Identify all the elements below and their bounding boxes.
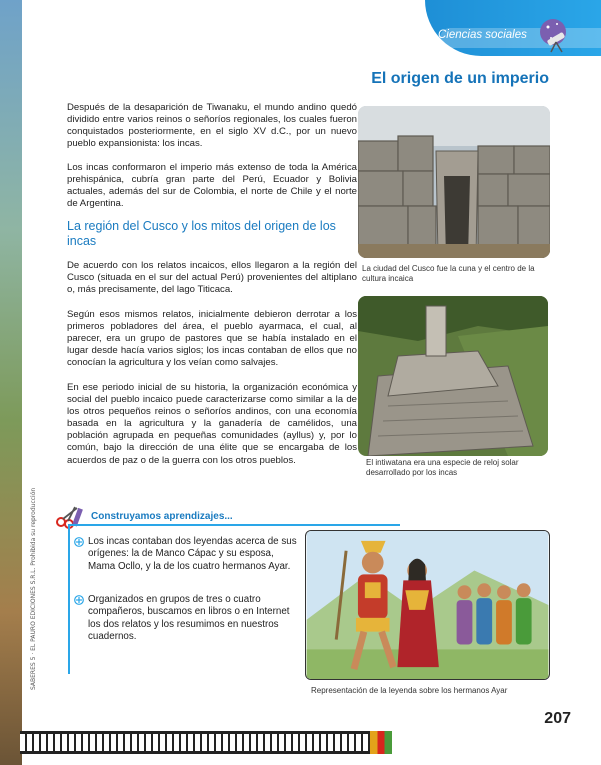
decorative-side-strip	[0, 0, 22, 765]
activity-rule	[68, 524, 400, 526]
activity-title: Construyamos aprendizajes...	[91, 511, 233, 522]
page-number: 207	[544, 710, 571, 727]
legend-caption: Representación de la leyenda sobre los hermanos Ayar	[311, 686, 508, 695]
scissors-pencil-icon	[55, 504, 85, 530]
cusco-wall-photo	[358, 106, 550, 258]
cusco-caption: La ciudad del Cusco fue la cuna y el centro de la cultura incaica	[362, 264, 535, 283]
activity-item-2-text: Organizados en grupos de tres o cuatro compañeros, buscamos en libros o en Internet los dos relatos y los resumimos en nuestros cuadernos.	[88, 594, 290, 643]
decorative-bottom-band	[20, 731, 380, 754]
activity-item-2	[74, 594, 299, 644]
section-paragraph-3: En ese periodo inicial de su historia, la organización económica y social del pueblo incaico puede caracterizarse como similar a la de los otros pequeños reinos o señoríos andinos, con una economía basada en la agricultura y la ganadería de camélidos, una población agrupada en pequeñas comunidades (ayllus) y, por lo común, bajo la dirección de una élite que se encargaba de los acuerdos de paz o de la guerra con los otros pueblos.	[67, 382, 357, 466]
activity-item-1-text: Los incas contaban dos leyendas acerca de sus orígenes: la de Manco Cápac y su esposa, Mama Ocllo, y la de los cuatro hermanos Ayar.	[88, 536, 297, 572]
page-title: El origen de un imperio	[371, 70, 549, 87]
section-paragraph-2: Según esos mismos relatos, inicialmente debieron derrotar a los primeros pobladores del área, el pueblo ayarmaca, el cual, al parecer, era un grupo de pastores que se había instalado en el lugar desde hacía varios siglos; los incas contaban de ellos que no conocían la agricultura y los veían como salvajes.	[67, 309, 357, 369]
intiwatana-caption: El intiwatana era una especie de reloj solar desarrollado por los incas	[366, 458, 519, 477]
bullet-icon	[74, 595, 84, 605]
activity-item-1	[74, 536, 299, 573]
section-paragraph-1: De acuerdo con los relatos incaicos, ellos llegaron a la región del Cusco (situada en el sur del actual Perú) provenientes del altiplano o, más precisamente, del lago Titicaca.	[67, 260, 357, 296]
section-heading: La región del Cusco y los mitos del origen de los incas	[67, 219, 336, 248]
bullet-icon	[74, 537, 84, 547]
side-strip-gap	[22, 0, 28, 765]
decorative-flag	[370, 731, 392, 754]
section-label: Ciencias sociales	[438, 29, 527, 41]
telescope-icon	[535, 14, 575, 54]
ayar-legend-illustration	[305, 530, 550, 680]
side-credit: SABERES 5 · EL PAURO EDICIONES S.R.L. Prohibida su reproducción	[30, 487, 37, 690]
activity-vertical-rule	[68, 524, 70, 674]
intiwatana-photo	[358, 296, 548, 456]
intro-paragraph-1: Después de la desaparición de Tiwanaku, el mundo andino quedó dividido entre varios reinos o señoríos regionales, los cuales fueron conquistados posteriormente, en el siglo XV d.C., por un nuevo pueblo expansionista: los incas.	[67, 102, 357, 150]
intro-paragraph-2: Los incas conformaron el imperio más extenso de toda la América prehispánica, cubría gran parte del Perú, Ecuador y Bolivia actuales, además del sur de Colombia, el norte de Chile y el norte de Argentina.	[67, 162, 357, 210]
